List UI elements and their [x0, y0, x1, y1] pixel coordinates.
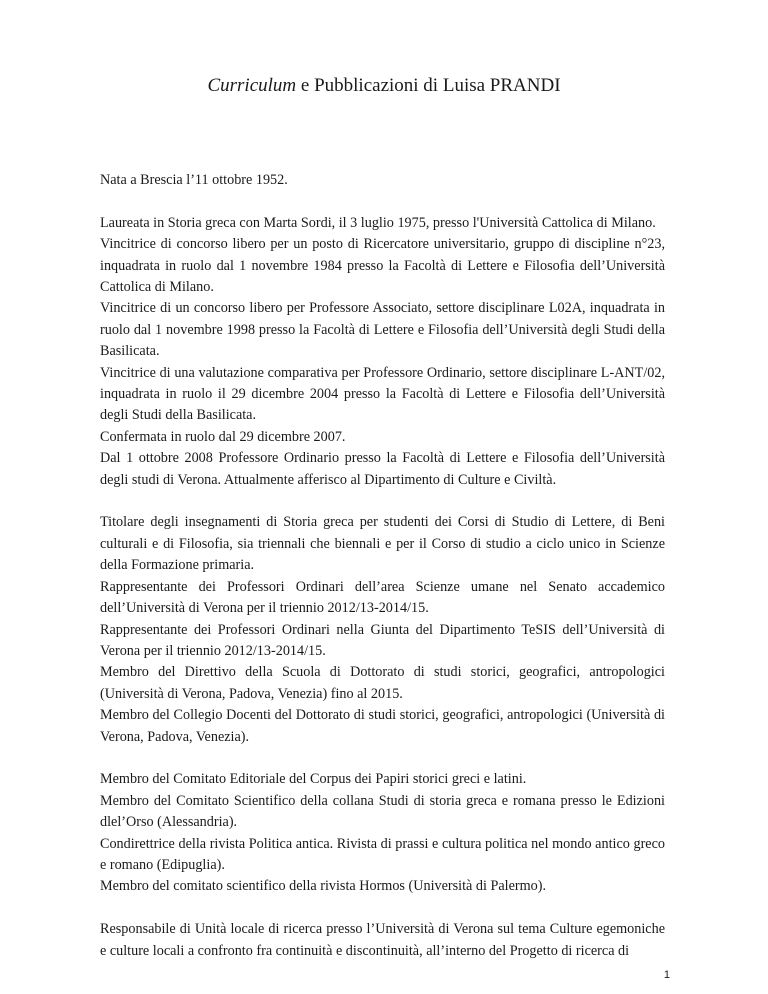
paragraph: Membro del comitato scientifico della rivista Hormos (Università di Palermo).	[100, 878, 547, 895]
title-italic: Curriculum	[207, 75, 297, 96]
paragraph: Vincitrice di un concorso libero per Professore Associato, settore disciplinare L02A, inquadrata in ruolo dal 1 novembre 1998 presso la Facoltà di Lettere e Filosofia dell’Università degli Studi della Basilicata.	[100, 300, 665, 360]
section-gap	[100, 191, 665, 212]
document-body	[100, 170, 665, 962]
title-rest: e Pubblicazioni di Luisa PRANDI	[296, 75, 561, 96]
paragraph: Vincitrice di concorso libero per un posto di Ricercatore universitario, gruppo di discipline n°23, inquadrata in ruolo dal 1 novembre 1984 presso la Facoltà di Lettere e Filosofia dell’Università Cattolica di Milano.	[100, 236, 665, 296]
paragraph: Titolare degli insegnamenti di Storia greca per studenti dei Corsi di Studio di Lettere, di Beni culturali e di Filosofia, sia triennali che biennali e per il Corso di studio a ciclo unico in Scienze della Formazione primaria.	[100, 514, 665, 574]
page-number: 1	[663, 969, 670, 981]
paragraph: Laureata in Storia greca con Marta Sordi, il 3 luglio 1975, presso l'Università Cattolica di Milano.	[100, 214, 656, 231]
paragraph: Rappresentante dei Professori Ordinari dell’area Scienze umane nel Senato accademico dell’Università di Verona per il triennio 2012/13-2014/15.	[100, 578, 665, 617]
paragraph: Membro del Direttivo della Scuola di Dottorato di studi storici, geografici, antropologici (Università di Verona, Padova, Venezia) fino al 2015.	[100, 664, 665, 702]
paragraph: Confermata in ruolo dal 29 dicembre 2007.	[100, 428, 346, 445]
paragraph: Rappresentante dei Professori Ordinari nella Giunta del Dipartimento TeSIS dell’Università di Verona per il triennio 2012/13-2014/15.	[100, 621, 665, 659]
section-gap	[100, 491, 665, 512]
paragraph: Dal 1 ottobre 2008 Professore Ordinario presso la Facoltà di Lettere e Filosofia dell’Università degli studi di Verona. Attualmente afferisco al Dipartimento di Culture e Civiltà.	[100, 450, 665, 488]
paragraph: Membro del Collegio Docenti del Dottorato di studi storici, geografici, antropologici (Università di Verona, Padova, Venezia).	[100, 707, 665, 745]
paragraph: Vincitrice di una valutazione comparativa per Professore Ordinario, settore disciplinare L-ANT/02, inquadrata in ruolo il 29 dicembre 2004 presso la Facoltà di Lettere e Filosofia dell’Università degli Studi della Basilicata.	[100, 364, 665, 424]
paragraph: Membro del Comitato Scientifico della collana Studi di storia greca e romana presso le Edizioni dlel’Orso (Alessandria).	[100, 792, 665, 831]
paragraph: Membro del Comitato Editoriale del Corpus dei Papiri storici greci e latini.	[100, 771, 527, 788]
document-title	[0, 74, 768, 98]
section-gap	[100, 898, 665, 919]
paragraph: Condirettrice della rivista Politica antica. Rivista di prassi e cultura politica nel mondo antico greco e romano (Edipuglia).	[100, 835, 665, 873]
paragraph: Nata a Brescia l’11 ottobre 1952.	[100, 172, 288, 188]
paragraph: Responsabile di Unità locale di ricerca presso l’Università di Verona sul tema Culture egemoniche e culture locali a confronto fra continuità e discontinuità, all’interno del Progetto di ricerca di	[100, 921, 665, 959]
section-gap	[100, 748, 665, 769]
